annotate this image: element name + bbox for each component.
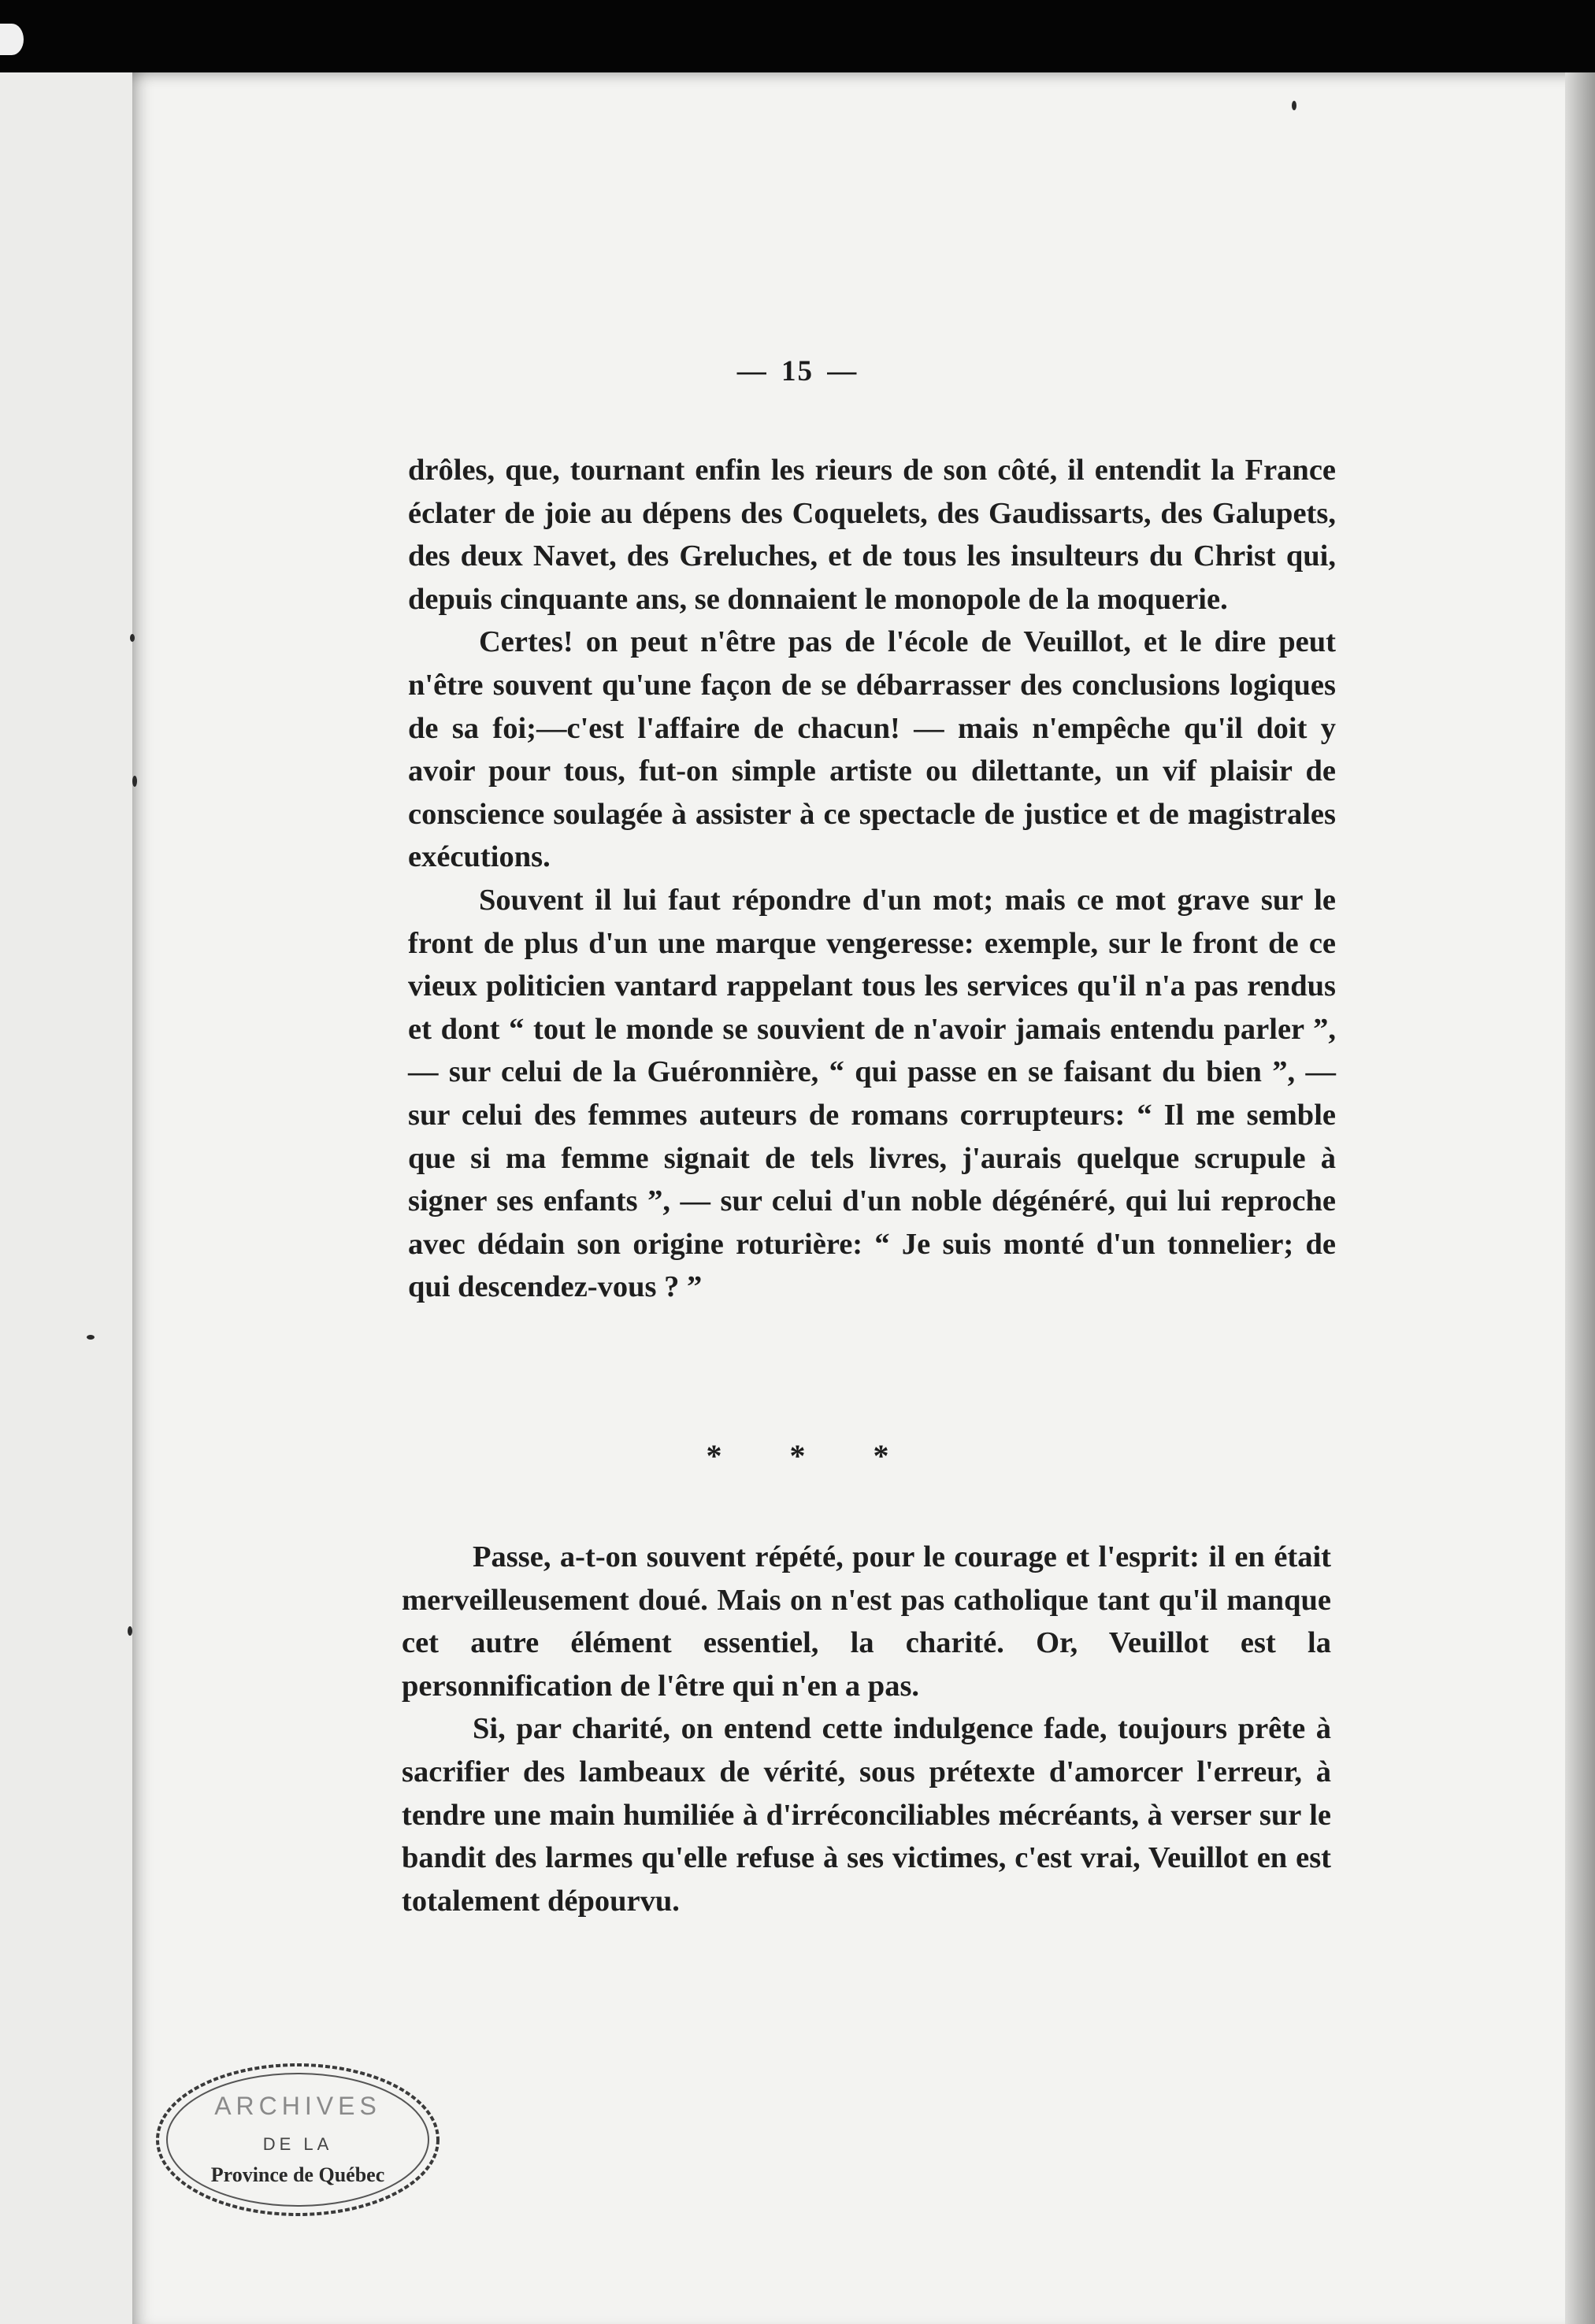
body-text-section-1 [408,449,1336,1309]
margin-speck [87,1335,95,1340]
folio-dash-left: — [736,355,768,387]
folio-number: 15 [781,355,814,387]
page-left-margin [0,72,135,2324]
stamp-oval-icon [148,2052,447,2221]
archives-stamp [148,2052,447,2221]
paragraph-si-par-charite: Si, par charité, on entend cette indulgence fade, toujours prête à sacrifier des lambeaux de vérité, sous prétexte d'amorcer l'erreur, à tendre une main humiliée à d'irréconciliables mécréants, à verser sur le bandit des larmes qu'elle refuse à ses victimes, c'est vrai, Veuillot en est totalement dépourvu. [402,1712,1331,1918]
margin-speck [132,776,137,787]
margin-speck [1292,101,1296,110]
scanner-top-edge [0,0,1595,72]
stamp-line-province: Province de Québec [210,2163,385,2186]
page-right-shadow [1565,72,1595,2324]
page-number [0,354,1595,388]
paragraph-passe: Passe, a-t-on souvent répété, pour le courage et l'esprit: il en était merveilleusement doué. Mais on n'est pas catholique tant qu'il manque cet autre élément essentiel, la charité. Or, Veuillot est la personnification de l'être qui n'en a pas. [402,1540,1331,1703]
paragraph-souvent: Souvent il lui faut répondre d'un mot; mais ce mot grave sur le front de plus d'un une marque vengeresse: exemple, sur le front de ce vieux politicien vantard rappelant tous les services qu'il n'a pas rendus et dont “ tout le monde se souvient de n'avoir jamais entendu parler ”, — sur celui de la Guéronnière, “ qui passe en se faisant du bien ”, — sur celui des femmes auteurs de romans corrupteurs: “ Il me semble que si ma femme signait de tels livres, j'aurais quelque scrupule à signer ses enfants ”, — sur celui d'un noble dégénéré, qui lui reproche avec dédain son origine roturière: “ Je suis monté d'un tonnelier; de qui descendez-vous ? ” [408,883,1336,1304]
folio-dash-right: — [827,355,859,387]
margin-speck [130,634,135,642]
stamp-line-de-la: DE LA [262,2134,333,2154]
margin-speck [128,1626,132,1636]
body-text-section-2 [402,1536,1331,1922]
paragraph-continuation: drôles, que, tournant enfin les rieurs de son côté, il entendit la France éclater de joie au dépens des Coquelets, des Gaudissarts, des Galupets, des deux Navet, des Greluches, et de tous les insulteurs du Christ qui, depuis cinquante ans, se donnaient le monopole de la moquerie. [408,454,1336,616]
stamp-line-archives: ARCHIVES [214,2092,381,2120]
section-break-asterism: * * * [706,1438,919,1473]
paragraph-certes: Certes! on peut n'être pas de l'école de Veuillot, et le dire peut n'être souvent qu'une façon de se débarrasser des conclusions logiques de sa foi;—c'est l'affaire de chacun! — mais n'empêche qu'il doit y avoir pour tous, fut-on simple artiste ou dilettante, un vif plaisir de conscience soulagée à assister à ce spectacle de justice et de magistrales exécutions. [408,625,1336,874]
scanner-corner-mark [0,24,24,55]
